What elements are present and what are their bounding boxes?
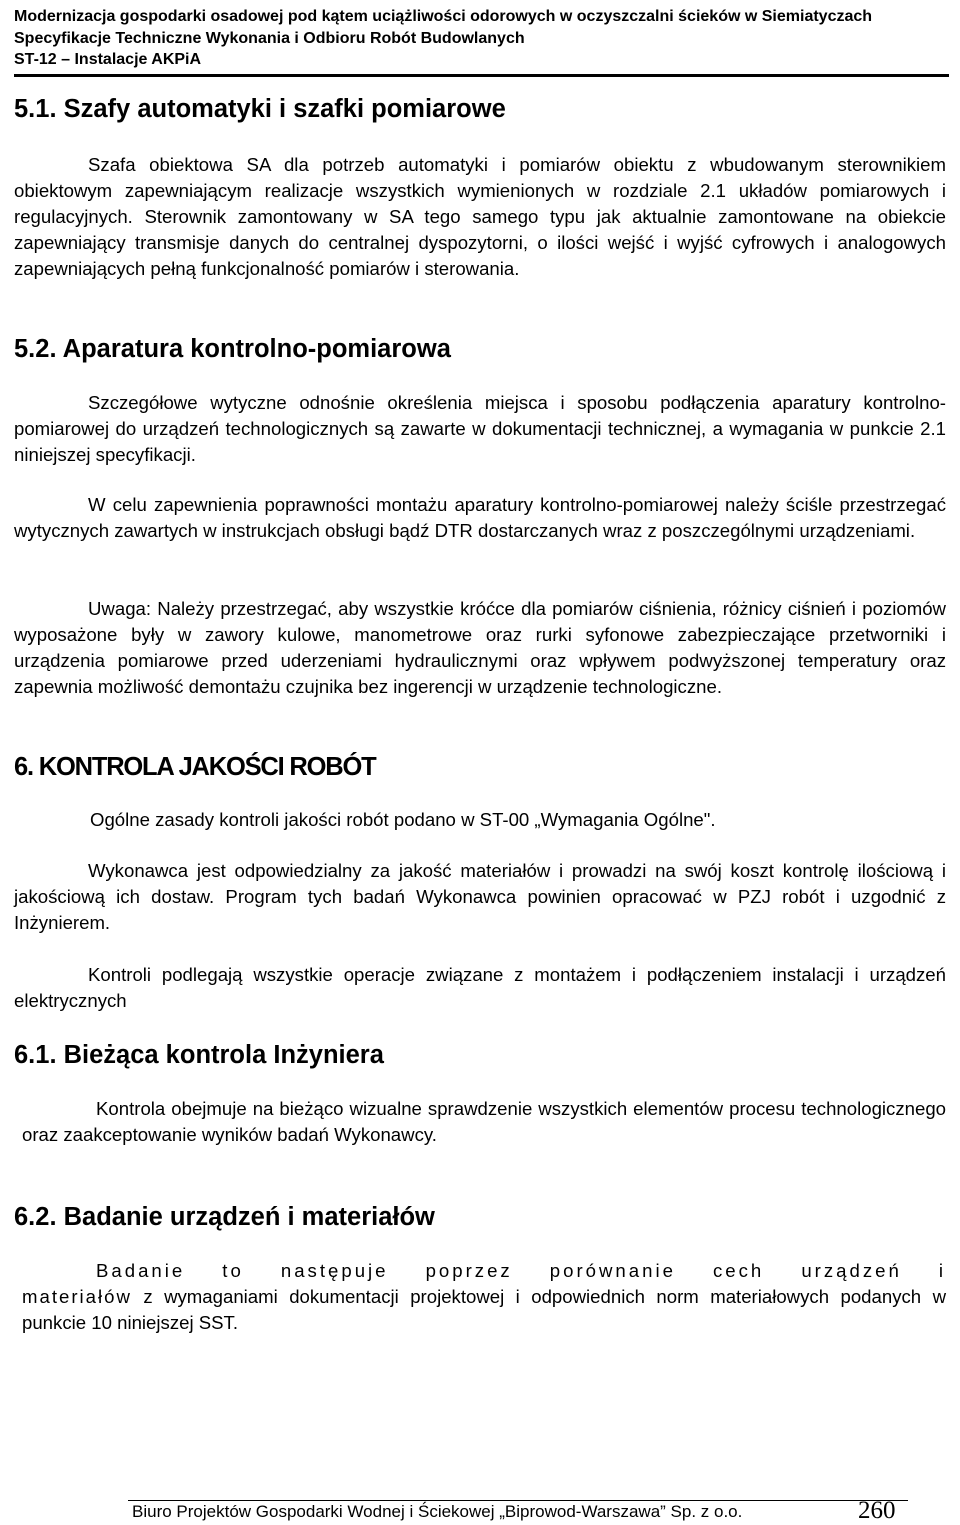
paragraph-5-2-2: W celu zapewnienia poprawności montażu aparatury kontrolno-pomiarowej należy ściśle przestrzegać wytycznych zawartych w instrukcjach obsługi bądź DTR dostarczanych wraz z poszczególnymi urządzeniami.: [14, 494, 946, 541]
heading-5-1: 5.1. Szafy automatyki i szafki pomiarowe: [14, 95, 506, 123]
paragraph-5-2-1: Szczegółowe wytyczne odnośnie określenia miejsca i sposobu podłączenia aparatury kontrolno-pomiarowej do urządzeń technologicznych są zawarte w dokumentacji technicznej, a wymagania w punkcie 2.1 niniejszej specyfikacji.: [14, 392, 946, 465]
heading-5-2: 5.2. Aparatura kontrolno-pomiarowa: [14, 335, 451, 363]
footer-company: Biuro Projektów Gospodarki Wodnej i Ściekowej „Biprowod-Warszawa” Sp. z o.o.: [132, 1502, 743, 1521]
paragraph-6-2-1-rest: z wymaganiami dokumentacji projektowej i odpowiednich norm materiałowych podanych w punkcie 10 niniejszej SST.: [22, 1286, 946, 1333]
paragraph-6-3: Kontroli podlegają wszystkie operacje związane z montażem i podłączeniem instalacji i urządzeń elektrycznych: [14, 964, 946, 1011]
document-header: [14, 6, 949, 71]
header-divider: [14, 74, 949, 77]
paragraph-5-2-3: Uwaga: Należy przestrzegać, aby wszystkie króćce dla pomiarów ciśnienia, różnicy ciśnień i poziomów wyposażone były w zawory kulowe, manometrowe oraz rurki syfonowe zabezpieczające przetworniki i urządzenia pomiarowe przed uderzeniami hydraulicznymi oraz wpływem podwyższonej temperatury oraz zapewnia możliwość demontażu czujnika bez ingerencji w urządzenie technologiczne.: [14, 598, 946, 697]
paragraph-6-2: Wykonawca jest odpowiedzialny za jakość materiałów i prowadzi na swój koszt kontrolę ilościową i jakościową ich dostaw. Program tych badań Wykonawca powinien opracować w PZJ robót i uzgodnić z Inżynierem.: [14, 860, 946, 933]
paragraph-6-1-1: Kontrola obejmuje na bieżąco wizualne sprawdzenie wszystkich elementów procesu technologicznego oraz zaakceptowanie wyników badań Wykonawcy.: [22, 1098, 946, 1145]
header-project-title: Modernizacja gospodarki osadowej pod kątem uciążliwości odorowych w oczyszczalni ścieków w Siemiatyczach: [14, 8, 873, 25]
paragraph-6-1: Ogólne zasady kontroli jakości robót podano w ST-00 „Wymagania Ogólne".: [90, 809, 716, 830]
paragraph-6-2-1-word: materiałów: [22, 1286, 132, 1307]
heading-6-2: 6.2. Badanie urządzeń i materiałów: [14, 1203, 435, 1231]
page-number: 260: [858, 1497, 896, 1524]
header-spec-title: Specyfikacje Techniczne Wykonania i Odbioru Robót Budowlanych: [14, 29, 525, 47]
heading-6-1: 6.1. Bieżąca kontrola Inżyniera: [14, 1041, 384, 1069]
paragraph-5-1: Szafa obiektowa SA dla potrzeb automatyki i pomiarów obiektu z wbudowanym sterownikiem obiektowym zapewniającym realizacje wszystkich wymienionych w rozdziale 2.1 układów pomiarowych i regulacyjnych. Sterownik zamontowany w SA tego samego typu jak aktualnie zamontowane na obiekcie zapewniający transmisje danych do centralnej dyspozytorni, o ilości wejść i wyjść cyfrowych i analogowych zapewniających pełną funkcjonalność pomiarów i sterowania.: [14, 154, 946, 279]
header-section-code: ST-12 – Instalacje AKPiA: [14, 51, 202, 68]
paragraph-6-2-1-line1: Badanie to następuje poprzez porównanie cech urządzeń i: [96, 1260, 946, 1281]
heading-6: 6. KONTROLA JAKOŚCI ROBÓT: [14, 753, 376, 781]
paragraph-6-2-1: [22, 1258, 946, 1336]
